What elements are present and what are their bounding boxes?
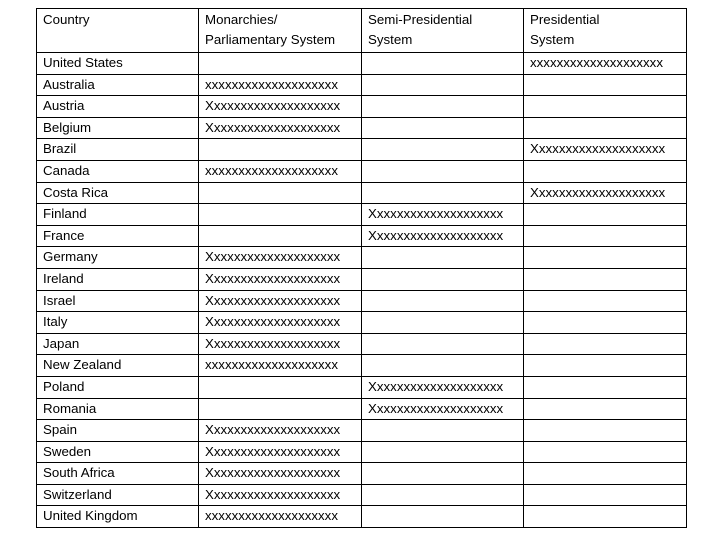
cell-parliamentary: Xxxxxxxxxxxxxxxxxxxx — [199, 290, 362, 312]
cell-presidential — [524, 420, 687, 442]
table-row — [37, 355, 687, 377]
table-row — [37, 53, 687, 75]
cell-country: Poland — [37, 376, 199, 398]
table-row — [37, 506, 687, 528]
cell-parliamentary — [199, 139, 362, 161]
cell-presidential: xxxxxxxxxxxxxxxxxxxx — [524, 53, 687, 75]
cell-country: Finland — [37, 204, 199, 226]
cell-presidential — [524, 333, 687, 355]
cell-country: Spain — [37, 420, 199, 442]
header-semi-presidential — [362, 9, 524, 53]
table-row — [37, 204, 687, 226]
cell-parliamentary: Xxxxxxxxxxxxxxxxxxxx — [199, 333, 362, 355]
cell-country: Japan — [37, 333, 199, 355]
table-header-row — [37, 9, 687, 53]
table-row — [37, 398, 687, 420]
table-row — [37, 290, 687, 312]
cell-presidential — [524, 268, 687, 290]
cell-country: Italy — [37, 312, 199, 334]
cell-country: Costa Rica — [37, 182, 199, 204]
cell-presidential — [524, 355, 687, 377]
cell-parliamentary: xxxxxxxxxxxxxxxxxxxx — [199, 355, 362, 377]
cell-presidential — [524, 160, 687, 182]
cell-country: Ireland — [37, 268, 199, 290]
cell-semi-presidential — [362, 484, 524, 506]
cell-parliamentary: xxxxxxxxxxxxxxxxxxxx — [199, 74, 362, 96]
cell-parliamentary: Xxxxxxxxxxxxxxxxxxxx — [199, 441, 362, 463]
cell-presidential — [524, 117, 687, 139]
cell-parliamentary: Xxxxxxxxxxxxxxxxxxxx — [199, 268, 362, 290]
cell-country: Sweden — [37, 441, 199, 463]
cell-parliamentary: Xxxxxxxxxxxxxxxxxxxx — [199, 484, 362, 506]
table-row — [37, 333, 687, 355]
cell-presidential — [524, 204, 687, 226]
cell-semi-presidential — [362, 312, 524, 334]
cell-parliamentary — [199, 225, 362, 247]
cell-country: United States — [37, 53, 199, 75]
table-row — [37, 139, 687, 161]
cell-semi-presidential — [362, 96, 524, 118]
cell-parliamentary — [199, 53, 362, 75]
cell-semi-presidential — [362, 441, 524, 463]
cell-country: France — [37, 225, 199, 247]
table-row — [37, 441, 687, 463]
cell-parliamentary: Xxxxxxxxxxxxxxxxxxxx — [199, 463, 362, 485]
cell-parliamentary — [199, 398, 362, 420]
table-body — [37, 9, 687, 528]
cell-presidential — [524, 506, 687, 528]
cell-country: New Zealand — [37, 355, 199, 377]
cell-country: Israel — [37, 290, 199, 312]
header-presidential — [524, 9, 687, 53]
cell-parliamentary — [199, 182, 362, 204]
cell-parliamentary: xxxxxxxxxxxxxxxxxxxx — [199, 160, 362, 182]
cell-parliamentary: Xxxxxxxxxxxxxxxxxxxx — [199, 247, 362, 269]
cell-semi-presidential: Xxxxxxxxxxxxxxxxxxxx — [362, 376, 524, 398]
table-row — [37, 312, 687, 334]
cell-semi-presidential — [362, 333, 524, 355]
cell-presidential — [524, 376, 687, 398]
cell-presidential: Xxxxxxxxxxxxxxxxxxxx — [524, 139, 687, 161]
cell-semi-presidential — [362, 182, 524, 204]
table-row — [37, 74, 687, 96]
cell-presidential — [524, 247, 687, 269]
header-parliamentary — [199, 9, 362, 53]
cell-presidential — [524, 290, 687, 312]
cell-semi-presidential — [362, 74, 524, 96]
cell-country: Canada — [37, 160, 199, 182]
table-row — [37, 96, 687, 118]
cell-country: Australia — [37, 74, 199, 96]
cell-semi-presidential — [362, 506, 524, 528]
header-presidential-line-2: System — [530, 32, 575, 47]
cell-parliamentary — [199, 376, 362, 398]
cell-presidential — [524, 225, 687, 247]
cell-semi-presidential — [362, 117, 524, 139]
cell-semi-presidential — [362, 355, 524, 377]
cell-country: Romania — [37, 398, 199, 420]
cell-country: Switzerland — [37, 484, 199, 506]
government-systems-table — [36, 8, 687, 528]
header-country-line-1: Country — [43, 12, 90, 27]
cell-semi-presidential: Xxxxxxxxxxxxxxxxxxxx — [362, 225, 524, 247]
table-row — [37, 247, 687, 269]
table-row — [37, 484, 687, 506]
header-semi-presidential-line-1: Semi-Presidential — [368, 12, 473, 27]
cell-parliamentary: Xxxxxxxxxxxxxxxxxxxx — [199, 420, 362, 442]
cell-country: Germany — [37, 247, 199, 269]
cell-semi-presidential — [362, 420, 524, 442]
cell-parliamentary: Xxxxxxxxxxxxxxxxxxxx — [199, 96, 362, 118]
table-row — [37, 376, 687, 398]
header-country — [37, 9, 199, 53]
cell-country: Austria — [37, 96, 199, 118]
cell-presidential: Xxxxxxxxxxxxxxxxxxxx — [524, 182, 687, 204]
cell-semi-presidential: Xxxxxxxxxxxxxxxxxxxx — [362, 398, 524, 420]
cell-parliamentary: Xxxxxxxxxxxxxxxxxxxx — [199, 312, 362, 334]
header-parliamentary-line-1: Monarchies/ — [205, 12, 278, 27]
header-presidential-line-1: Presidential — [530, 12, 600, 27]
table-row — [37, 268, 687, 290]
cell-parliamentary: xxxxxxxxxxxxxxxxxxxx — [199, 506, 362, 528]
cell-country: Belgium — [37, 117, 199, 139]
cell-country: United Kingdom — [37, 506, 199, 528]
cell-presidential — [524, 312, 687, 334]
cell-semi-presidential — [362, 290, 524, 312]
cell-presidential — [524, 441, 687, 463]
table-row — [37, 420, 687, 442]
cell-semi-presidential — [362, 139, 524, 161]
cell-parliamentary — [199, 204, 362, 226]
cell-semi-presidential — [362, 53, 524, 75]
header-parliamentary-line-2: Parliamentary System — [205, 32, 336, 47]
table-row — [37, 463, 687, 485]
cell-presidential — [524, 74, 687, 96]
table-row — [37, 182, 687, 204]
cell-semi-presidential — [362, 247, 524, 269]
cell-semi-presidential: Xxxxxxxxxxxxxxxxxxxx — [362, 204, 524, 226]
cell-presidential — [524, 463, 687, 485]
cell-presidential — [524, 398, 687, 420]
cell-presidential — [524, 484, 687, 506]
cell-semi-presidential — [362, 160, 524, 182]
table-row — [37, 225, 687, 247]
cell-country: Brazil — [37, 139, 199, 161]
table-row — [37, 160, 687, 182]
table-row — [37, 117, 687, 139]
cell-semi-presidential — [362, 463, 524, 485]
cell-presidential — [524, 96, 687, 118]
cell-parliamentary: Xxxxxxxxxxxxxxxxxxxx — [199, 117, 362, 139]
cell-country: South Africa — [37, 463, 199, 485]
cell-semi-presidential — [362, 268, 524, 290]
header-semi-presidential-line-2: System — [368, 32, 413, 47]
